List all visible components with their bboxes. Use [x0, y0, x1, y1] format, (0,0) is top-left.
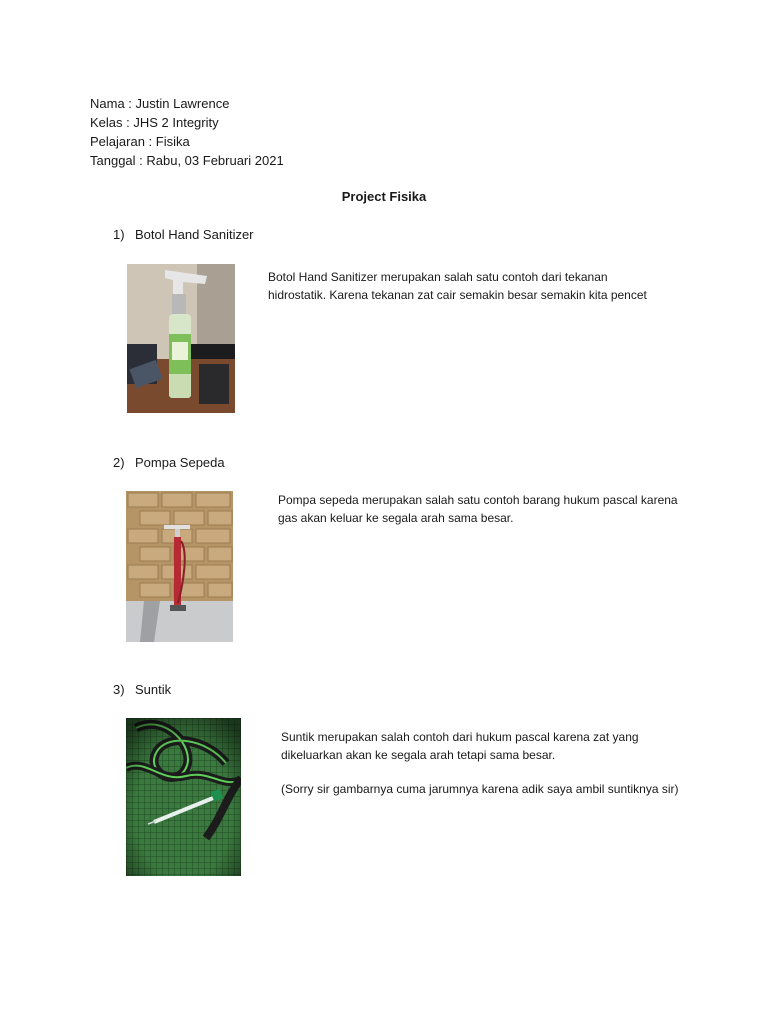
item-number: 2) — [113, 455, 125, 470]
syringe-needle-photo — [126, 718, 241, 876]
student-class: Kelas : JHS 2 Integrity — [90, 115, 219, 130]
hand-sanitizer-photo — [127, 264, 235, 413]
date: Tanggal : Rabu, 03 Februari 2021 — [90, 153, 284, 168]
item-description-1 — [268, 268, 668, 304]
item-heading-2 — [113, 455, 225, 470]
item-title: Botol Hand Sanitizer — [135, 227, 254, 242]
item-title: Suntik — [135, 682, 172, 697]
description-paragraph: Suntik merupakan salah contoh dari hukum pascal karena zat yang dikeluarkan akan ke segala arah tetapi sama besar. — [281, 730, 639, 762]
description-note: (Sorry sir gambarnya cuma jarumnya karena adik saya ambil suntiknya sir) — [281, 782, 679, 796]
student-name: Nama : Justin Lawrence — [90, 96, 230, 111]
item-heading-1 — [113, 227, 254, 242]
item-title: Pompa Sepeda — [135, 455, 225, 470]
item-description-2 — [278, 491, 678, 527]
document-title: Project Fisika — [341, 189, 427, 204]
item-heading-3 — [113, 682, 171, 697]
description-paragraph: Pompa sepeda merupakan salah satu contoh barang hukum pascal karena gas akan keluar ke segala arah sama besar. — [278, 493, 678, 525]
subject: Pelajaran : Fisika — [90, 134, 190, 149]
item-number: 1) — [113, 227, 125, 242]
description-paragraph: Botol Hand Sanitizer merupakan salah satu contoh dari tekanan hidrostatik. Karena tekanan zat cair semakin besar semakin kita pencet — [268, 270, 647, 302]
item-description-3 — [281, 728, 681, 798]
bicycle-pump-photo — [126, 491, 233, 642]
item-number: 3) — [113, 682, 125, 697]
